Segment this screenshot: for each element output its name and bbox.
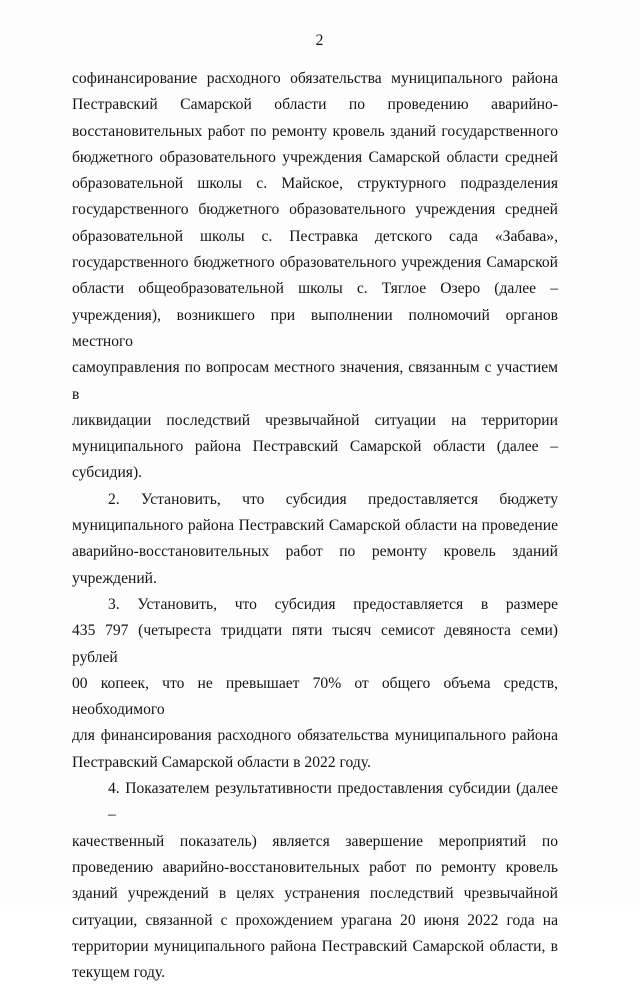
- document-body: [72, 66, 558, 986]
- text-line: 435 797 (четыреста тридцати пяти тысяч семисот девяноста семи) рублей: [72, 622, 558, 666]
- paragraph-2: [72, 487, 558, 592]
- text-line: проведению аварийно-восстановительных работ по ремонту кровель: [72, 858, 558, 876]
- text-line: территории муниципального района Пестравский Самарской области, в: [72, 937, 558, 955]
- text-line: муниципального района Пестравский Самарской области на проведение: [72, 517, 558, 535]
- text-line: ситуации, связанной с прохождением урагана 20 июня 2022 года на: [72, 911, 558, 929]
- paragraph-3: [72, 592, 558, 776]
- text-line: 3. Установить, что субсидия предоставляется в размере: [108, 595, 558, 613]
- text-line: восстановительных работ по ремонту кровель зданий государственного: [72, 122, 558, 140]
- text-line: государственного бюджетного образовательного учреждения средней: [72, 201, 558, 219]
- text-line: государственного бюджетного образовательного учреждения Самарской: [72, 254, 558, 272]
- text-line: образовательной школы с. Пестравка детского сада «Забава»,: [72, 227, 558, 245]
- text-line: качественный показатель) является завершение мероприятий по: [72, 832, 558, 850]
- text-line: бюджетного образовательного учреждения Самарской области средней: [72, 148, 558, 166]
- text-line: 00 копеек, что не превышает 70% от общего объема средств, необходимого: [72, 674, 558, 719]
- text-line: аварийно-восстановительных работ по ремонту кровель зданий: [72, 543, 558, 561]
- text-line: учреждения), возникшего при выполнении полномочий органов местного: [72, 306, 558, 350]
- paragraph-4: [72, 776, 558, 986]
- text-line: области общеобразовательной школы с. Тяглое Озеро (далее –: [72, 280, 558, 298]
- text-line: Пестравский Самарской области в 2022 году.: [72, 753, 371, 771]
- text-line: текущем году.: [72, 964, 166, 982]
- text-line: субсидия).: [72, 464, 143, 482]
- text-line: самоуправления по вопросам местного значения, связанным с участием в: [72, 359, 558, 403]
- text-line: ликвидации последствий чрезвычайной ситуации на территории: [72, 411, 558, 429]
- text-line: зданий учреждений в целях устранения последствий чрезвычайной: [72, 885, 558, 903]
- paragraph-1: [72, 66, 558, 487]
- text-line: Пестравский Самарской области по проведению аварийно-: [72, 96, 558, 114]
- text-line: 2. Установить, что субсидия предоставляется бюджету: [108, 490, 558, 508]
- text-line: для финансирования расходного обязательства муниципального района: [72, 727, 558, 745]
- page-number: 2: [315, 32, 324, 49]
- text-line: образовательной школы с. Майское, структурного подразделения: [72, 175, 558, 193]
- text-line: софинансирование расходного обязательства муниципального района: [72, 70, 558, 87]
- text-line: 4. Показателем результативности предоставления субсидии (далее –: [108, 780, 558, 824]
- text-line: учреждений.: [72, 569, 157, 587]
- text-line: муниципального района Пестравский Самарской области (далее –: [72, 438, 558, 456]
